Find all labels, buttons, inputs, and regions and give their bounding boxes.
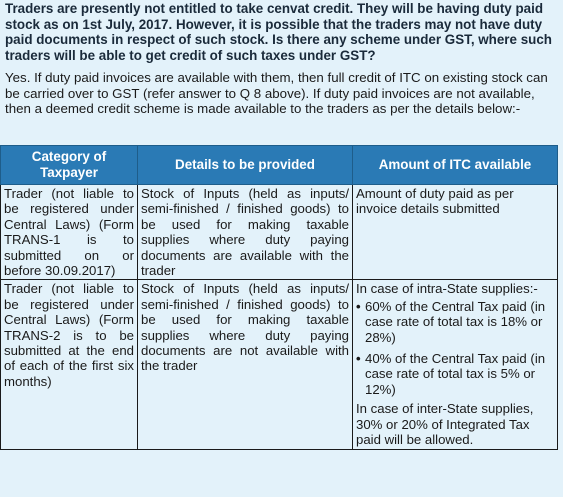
bullet-item [356,351,554,397]
row1-amount: Amount of duty paid as per invoice details submitted [353,185,558,280]
intra-state-label: In case of intra-State supplies:- [356,281,538,297]
bullet-text: 60% of the Central Tax paid (in case rate of total tax is 18% or 28%) [365,298,546,345]
itc-table [0,145,558,450]
bullet-icon: • [356,351,361,367]
row2-amount [353,280,558,449]
table-row [1,185,558,280]
inter-state-text: In case of inter-State supplies, 30% or 20% of Integrated Tax paid will be allowed. [356,401,534,448]
bullet-item [356,299,554,345]
table-row [1,280,558,449]
header-details: Details to be provided [138,146,353,185]
row2-details: Stock of Inputs (held as inputs/ semi-finished / finished goods) to be used for making taxable supplies where duty paying documents are not available with the trader [138,280,353,449]
answer-text: Yes. If duty paid invoices are available with them, then full credit of ITC on existing stock can be carried over to GST (refer answer to Q 8 above). If duty paid invoices are not available, then a deemed credit scheme is made available to the traders as per the details below:- [5,70,548,117]
header-category: Category of Taxpayer [1,146,138,185]
bullet-text: 40% of the Central Tax paid (in case rate of total tax is 5% or 12%) [365,351,546,397]
bullet-icon: • [356,298,361,314]
row1-details: Stock of Inputs (held as inputs/ semi-finished / finished goods) to be used for making taxable supplies where duty paying documents are available with the trader [138,185,353,280]
question-text: Traders are presently not entitled to take cenvat credit. They will be having duty paid stock as on 1st July, 2017. However, it is possible that the traders may not have duty paid documents in respect of such stock. Is there any scheme under GST, where such traders will be able to get credit of such taxes under GST? [5,1,552,63]
table-header-row [1,146,558,185]
row1-category: Trader (not liable to be registered under Central Laws) (Form TRANS-1 is to submitted on or before 30.09.2017) [1,185,138,280]
row2-category: Trader (not liable to be registered under Central Laws) (Form TRANS-2 is to be submitted at the end of each of the first six months) [1,280,138,449]
header-amount: Amount of ITC available [353,146,558,185]
